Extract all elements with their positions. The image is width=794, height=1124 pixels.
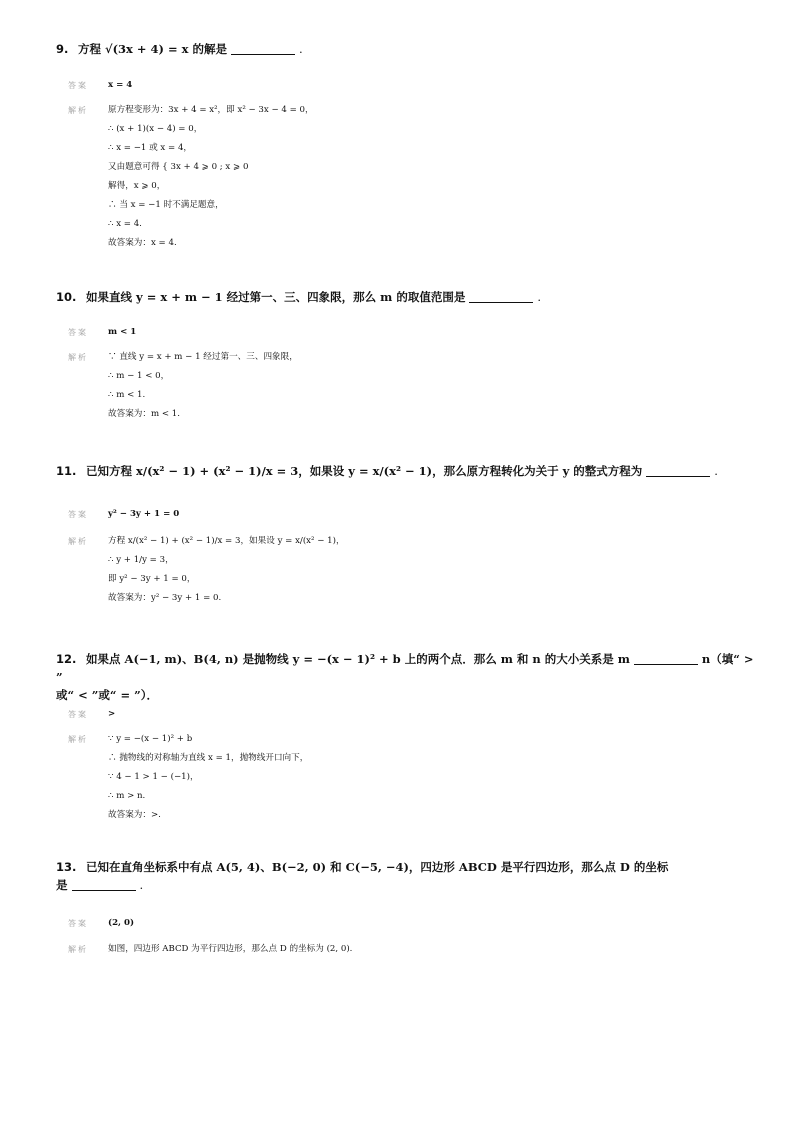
analysis-line: ∴ y + 1/y = 3， — [108, 555, 174, 565]
question-12-analysis — [68, 730, 748, 830]
question-11-answer — [68, 505, 748, 525]
question-9-analysis — [68, 101, 748, 261]
analysis-line: 即 y² − 3y + 1 = 0， — [108, 574, 196, 584]
question-9-stem: 9. 方程 √(3x + 4) = x 的解是 . — [56, 42, 303, 56]
answer-value: y² − 3y + 1 = 0 — [108, 509, 180, 519]
analysis-line: 方程 x/(x² − 1) + (x² − 1)/x = 3，如果设 y = x/(x² − 1)， — [108, 536, 345, 546]
analysis-line: 原方程变形为：3x + 4 = x²，即 x² − 3x − 4 = 0， — [108, 105, 314, 115]
question-number: 10. — [56, 290, 77, 304]
analysis-label: 解析 — [68, 353, 88, 362]
answer-label: 答案 — [68, 81, 88, 90]
analysis-line: 解得，x ⩾ 0， — [108, 181, 166, 191]
answer-blank — [469, 302, 533, 303]
answer-label: 答案 — [68, 919, 88, 928]
analysis-label: 解析 — [68, 735, 88, 744]
answer-blank — [231, 54, 295, 55]
question-number: 12. — [56, 652, 77, 666]
question-10-stem: 10. 如果直线 y = x + m − 1 经过第一、三、四象限，那么 m 的取值范围是 . — [56, 290, 542, 304]
analysis-line: ∴ m > n. — [108, 791, 146, 801]
question-11-analysis — [68, 532, 748, 612]
answer-label: 答案 — [68, 328, 88, 337]
question-13-answer — [68, 914, 748, 934]
answer-blank — [634, 664, 698, 665]
question-13-analysis — [68, 940, 748, 960]
question-text-line2: 或“ < ”或“ = ”）． — [56, 688, 158, 702]
answer-blank — [72, 890, 136, 891]
analysis-line: ∵ 直线 y = x + m − 1 经过第一、三、四象限， — [108, 352, 298, 362]
analysis-line: ∴ m − 1 < 0， — [108, 371, 170, 381]
analysis-line: 故答案为：y² − 3y + 1 = 0. — [108, 593, 222, 603]
analysis-line: 故答案为：>. — [108, 810, 161, 820]
analysis-label: 解析 — [68, 945, 88, 954]
question-number: 11. — [56, 464, 77, 478]
answer-label: 答案 — [68, 510, 88, 519]
analysis-line: ∵ 4 − 1 > 1 − (−1)， — [108, 772, 199, 782]
question-text-after-blank: n（填“ > ” — [56, 652, 754, 684]
analysis-line: ∴ 抛物线的对称轴为直线 x = 1，抛物线开口向下， — [108, 753, 309, 763]
analysis-line: ∴ x = 4. — [108, 219, 142, 229]
analysis-line: ∴ (x + 1)(x − 4) = 0， — [108, 124, 203, 134]
analysis-line: 故答案为：m < 1. — [108, 409, 180, 419]
answer-value: m < 1 — [108, 327, 137, 337]
answer-label: 答案 — [68, 710, 88, 719]
analysis-line: 故答案为：x = 4. — [108, 238, 177, 248]
question-text: 方程 √(3x + 4) = x 的解是 — [78, 42, 227, 56]
analysis-line: 又由题意可得 { 3x + 4 ⩾ 0 ; x ⩾ 0 — [108, 162, 249, 172]
question-text: 已知在直角坐标系中有点 A(5, 4)、B(−2, 0) 和 C(−5, −4)，四边形 ABCD 是平行四边形，那么点 D 的坐标 — [86, 860, 669, 874]
answer-blank — [646, 476, 710, 477]
analysis-line: ∴ m < 1. — [108, 390, 146, 400]
analysis-label: 解析 — [68, 537, 88, 546]
analysis-line: 如图，四边形 ABCD 为平行四边形，那么点 D 的坐标为 (2, 0). — [108, 944, 353, 954]
question-10-answer — [68, 323, 748, 343]
question-text: 如果点 A(−1, m)、B(4, n) 是抛物线 y = −(x − 1)² + b 上的两个点．那么 m 和 n 的大小关系是 m — [86, 652, 630, 666]
question-10-analysis — [68, 348, 748, 428]
analysis-line: ∴ 当 x = −1 时不满足题意， — [108, 200, 224, 210]
question-text: 如果直线 y = x + m − 1 经过第一、三、四象限，那么 m 的取值范围是 — [86, 290, 466, 304]
question-13-stem: 13. 已知在直角坐标系中有点 A(5, 4)、B(−2, 0) 和 C(−5, −4)，四边形 ABCD 是平行四边形，那么点 D 的坐标 是 . — [56, 860, 669, 892]
answer-value: > — [108, 709, 116, 719]
question-text: 已知方程 x/(x² − 1) + (x² − 1)/x = 3，如果设 y = x/(x² − 1)，那么原方程转化为关于 y 的整式方程为 — [86, 464, 643, 478]
analysis-line: ∴ x = −1 或 x = 4， — [108, 143, 193, 153]
question-11-stem: 11. 已知方程 x/(x² − 1) + (x² − 1)/x = 3，如果设 y = x/(x² − 1)，那么原方程转化为关于 y 的整式方程为 . — [56, 464, 718, 478]
question-9-answer — [68, 76, 748, 96]
question-text-line2: 是 — [56, 878, 68, 892]
question-12-answer — [68, 705, 748, 725]
question-12-stem — [56, 650, 756, 704]
analysis-line: ∵ y = −(x − 1)² + b — [108, 734, 193, 744]
answer-value: x = 4 — [108, 80, 133, 90]
answer-value: (2, 0) — [108, 918, 135, 928]
question-number: 13. — [56, 860, 77, 874]
question-number: 9. — [56, 42, 69, 56]
analysis-label: 解析 — [68, 106, 88, 115]
